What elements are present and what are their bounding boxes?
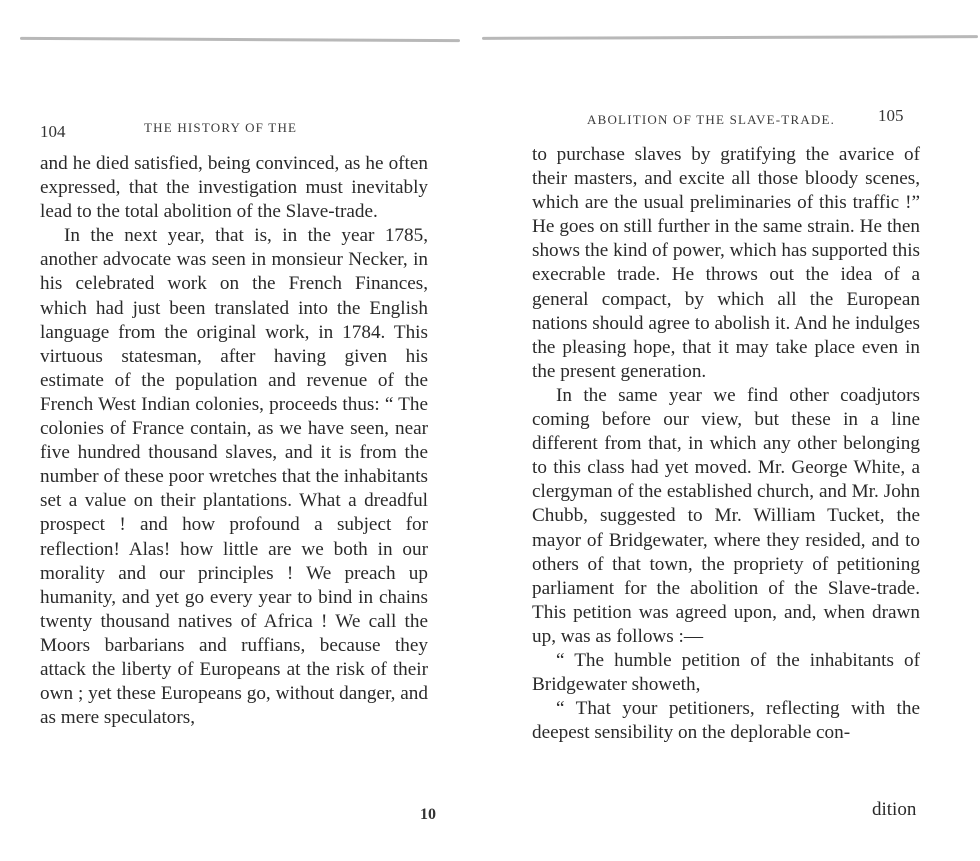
running-head: ABOLITION OF THE SLAVE-TRADE. (587, 112, 836, 127)
right-page (490, 0, 980, 861)
paragraph: In the same year we find other coadjutors coming before our view, but these in a line different from that, in which any other belonging to this class had yet moved. Mr. George White, a clergyman of the established church, and Mr. John Chubb, suggested to Mr. William Tucket, the mayor of Bridgewater, where they resided, and to others of that town, the propriety of petitioning parliament for the abolition of the Slave-trade. This petition was agreed upon, and, when drawn up, was as follows :— (532, 384, 920, 647)
page-number: 104 (40, 122, 66, 141)
paragraph: “ That your petitioners, reflecting with the deepest sensibility on the deplorable con- (532, 698, 920, 744)
body-text (40, 152, 428, 730)
running-head: THE HISTORY OF THE (144, 120, 298, 135)
left-page (0, 0, 470, 861)
body-text (532, 143, 920, 745)
signature-mark: 10 (420, 806, 436, 823)
paragraph: and he died satisfied, being convinced, as he often expressed, that the investigation must inevitably lead to the total abolition of the Slave-trade. (40, 153, 428, 223)
paragraph: In the next year, that is, in the year 1785, another advocate was seen in monsieur Necker, in his celebrated work on the French Finances, which had just been translated into the English language from the original work, in 1784. This virtuous statesman, after having given his estimate of the population and revenue of the French West Indian colonies, proceeds thus: “ The colonies of France contain, as we have seen, near five hundred thousand slaves, and it is from the number of these poor wretches that the inhabitants set a value on their plantations. What a dreadful prospect ! and how profound a subject for reflection! Alas! how little are we both in our morality and our principles ! We preach up humanity, and yet go every year to bind in chains twenty thousand natives of Africa ! We call the Moors barbarians and ruffians, because they attack the liberty of Europeans at the risk of their own ; yet these Europeans go, without danger, and as mere speculators, (40, 225, 428, 729)
catchword: dition (872, 799, 917, 820)
page-number: 105 (878, 106, 904, 125)
paragraph: to purchase slaves by gratifying the avarice of their masters, and excite all those bloody scenes, which are the usual preliminaries of this traffic !” He goes on still further in the same strain. He then shows the kind of power, which has supported this execrable trade. He throws out the idea of a general compact, by which all the European nations should agree to abolish it. And he indulges the pleasing hope, that it may take place even in the present generation. (532, 144, 920, 382)
paragraph: “ The humble petition of the inhabitants of Bridgewater showeth, (532, 649, 920, 696)
